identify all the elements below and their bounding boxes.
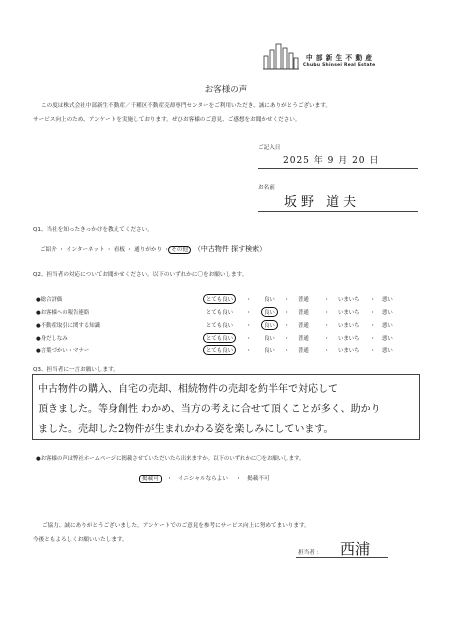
publish-option-initials[interactable]: イニシャルならよい [177,476,228,482]
publish-option-not-allowed[interactable]: 掲載不可 [247,476,270,482]
q2-option-good[interactable]: 良い [261,320,278,330]
page-title: お客様の声 [204,85,248,95]
q2-option-bad[interactable]: 悪い [382,348,393,354]
entry-date-underline [258,168,418,169]
customer-name-underline [258,211,418,212]
q1-options: ご紹介 ・ インターネット ・ 看板 ・ 通りがかり ・ その他 （中古物件 探す検索） [40,245,267,253]
q2-option-poor[interactable]: いまいち [338,297,360,303]
q2-option-poor[interactable]: いまいち [338,310,360,316]
q2-row-label: ●言葉づかい・マナー [36,348,90,354]
q2-option-bad[interactable]: 悪い [382,310,393,316]
q2-question: Q2、担当者の対応についてお聞かせください。以下のいずれかに〇をお願いします。 [33,272,248,278]
intro-line-1: この度は株式会社中部新生不動産／千種区不動産売却専門センターをご利用いただき、誠にありがとうございます。 [41,103,331,109]
q1-other-text: （中古物件 探す検索） [193,245,267,253]
customer-name-label: お名前 [258,185,275,191]
q2-option-normal[interactable]: 普通 [298,348,309,354]
q3-answer-line-3: ました。売却した2物件が生まれかわる姿を楽しみにしています。 [38,424,334,435]
publish-options: 掲載可 ・ イニシャルならよい ・ 掲載不可 [142,474,270,482]
q2-option-good[interactable]: 良い [261,307,278,317]
q2-option-good[interactable]: 良い [264,336,275,342]
q2-option-good[interactable]: 良い [264,297,275,303]
q2-row-label: ●不動産取引に関する知識 [36,323,101,329]
q1-option-introduction[interactable]: ご紹介 [40,247,57,253]
q3-answer-line-1: 中古物件の購入、自宅の売却、相続物件の売却を約半年で対応して [38,384,338,395]
q3-answer-box[interactable] [32,374,420,440]
q1-option-passing[interactable]: 通りがかり [134,247,163,253]
q2-option-very-good[interactable]: とても良い [203,333,236,343]
closing-line-1: ご協力、誠にありがとうございました。アンケートでのご意見を参考にサービス向上に努めてまいります。 [42,523,310,529]
customer-name-value: 坂野 道夫 [284,195,361,210]
q2-option-very-good[interactable]: とても良い [203,294,236,304]
q3-question: Q3、担当者に一言お願いします。 [33,367,119,373]
q2-option-bad[interactable]: 悪い [382,323,393,329]
q2-row-manners: ●言葉づかい・マナー とても良い ・ 良い ・ 普通 ・ いまいち ・ 悪い [40,345,420,356]
company-logo-icon [262,42,300,70]
company-name: 中 部 新 生 不 動 産 [306,54,373,62]
entry-date-label: ご記入日 [258,145,281,151]
publish-question: ●お客様の声は弊社ホームページに掲載させていただいたら出来ますか。以下のいずれかに〇をお願いします。 [36,456,305,462]
q2-option-normal[interactable]: 普通 [298,323,309,329]
q2-option-bad[interactable]: 悪い [382,297,393,303]
q2-row-label: ●総合評価 [36,297,63,303]
staff-label: 担当者 ： [298,550,323,556]
publish-option-allowed[interactable]: 掲載可 [139,475,162,483]
q2-option-very-good[interactable]: とても良い [206,310,233,316]
company-name-en: Chubu Shinsei Real Estate [303,63,376,68]
q2-option-very-good[interactable]: とても良い [206,323,233,329]
q1-question: Q1、当社を知ったきっかけを教えてください。 [33,227,153,233]
staff-signature: 西浦 [340,540,371,558]
entry-date-value: 2025 年 9 月 20 日 [283,156,380,166]
q2-row-reporting: ●お客様への報告連絡 とても良い ・ 良い ・ 普通 ・ いまいち ・ 悪い [40,307,420,318]
q2-row-label: ●身だしなみ [36,336,68,342]
q2-option-normal[interactable]: 普通 [298,297,309,303]
q2-option-normal[interactable]: 普通 [298,336,309,342]
q3-answer-line-2: 頂きました。等身創性 わかめ、当方の考えに合せて頂くことが多く、助かり [38,404,381,415]
q1-option-internet[interactable]: インターネット [65,247,105,253]
q2-option-poor[interactable]: いまいち [338,348,360,354]
staff-underline [296,557,388,558]
q2-option-bad[interactable]: 悪い [382,336,393,342]
q2-option-poor[interactable]: いまいち [338,336,360,342]
q2-row-appearance: ●身だしなみ とても良い ・ 良い ・ 普通 ・ いまいち ・ 悪い [40,333,420,344]
q2-option-good[interactable]: 良い [264,348,275,354]
closing-line-2: 今後ともよろしくお願いいたします。 [33,537,128,543]
intro-line-2: サービス向上のため、アンケートを実施しております。ぜひお客様のご意見、ご感想をお聞かせください。 [33,117,301,123]
q1-option-other[interactable]: その他 [168,246,191,254]
q2-option-very-good[interactable]: とても良い [203,345,236,355]
q2-option-poor[interactable]: いまいち [338,323,360,329]
q2-option-normal[interactable]: 普通 [298,310,309,316]
q2-row-label: ●お客様への報告連絡 [36,310,90,316]
q2-row-overall: ●総合評価 とても良い ・ 良い ・ 普通 ・ いまいち ・ 悪い [40,294,420,305]
q1-option-signboard[interactable]: 看板 [113,247,125,253]
q2-row-knowledge: ●不動産取引に関する知識 とても良い ・ 良い ・ 普通 ・ いまいち ・ 悪い [40,320,420,331]
